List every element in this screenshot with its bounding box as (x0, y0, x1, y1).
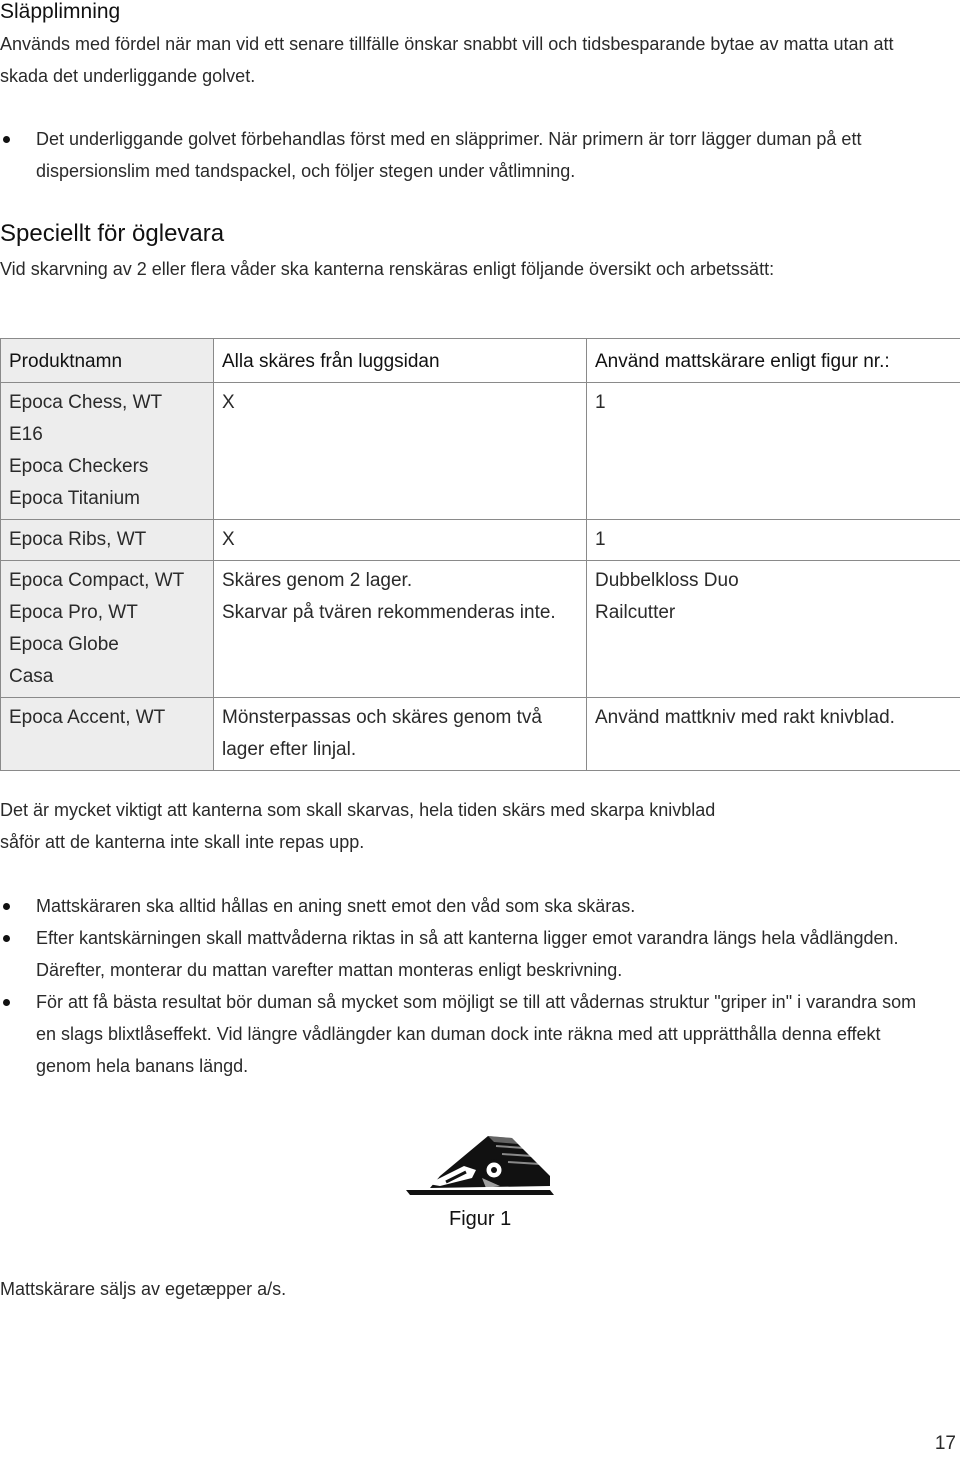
paragraph-line: Det är mycket viktigt att kanterna som skall skarvas, hela tiden skärs med skarpa knivblad (0, 800, 716, 820)
heading-speciellt-for-oglevara: Speciellt för öglevara (0, 220, 225, 247)
cut-value: lager efter linjal. (222, 739, 357, 760)
cut-cell (214, 561, 587, 698)
product-name: Epoca Accent, WT (9, 707, 166, 728)
list-item-line: Det underliggande golvet förbehandlas först med en släpprimer. När primern är torr lägger duman på ett (36, 129, 862, 149)
list-item-line: dispersionslim med tandspackel, och följer stegen under våtlimning. (36, 161, 576, 181)
bullet-list-instructions (0, 890, 960, 1082)
tool-cell (587, 561, 960, 698)
list-item (0, 890, 960, 922)
tool-cell (587, 698, 960, 771)
paragraph-important (0, 794, 960, 858)
carpet-cutter-icon (400, 1128, 560, 1208)
column-header-tool: Använd mattskärare enligt figur nr.: (587, 339, 960, 383)
tool-value: 1 (595, 392, 606, 413)
list-item (0, 123, 960, 187)
product-name: E16 (9, 424, 43, 445)
column-header-product: Produktnamn (1, 339, 214, 383)
product-name: Epoca Ribs, WT (9, 529, 147, 550)
product-name: Epoca Chess, WT (9, 392, 163, 413)
table-row (1, 520, 960, 561)
cut-value: Skarvar på tvären rekommenderas inte. (222, 602, 556, 623)
tool-value: 1 (595, 529, 606, 550)
product-name: Epoca Titanium (9, 488, 140, 509)
product-name: Casa (9, 666, 54, 687)
product-cell (1, 383, 214, 520)
page-number: 17 (934, 1433, 956, 1454)
tool-value: Railcutter (595, 602, 676, 623)
list-item (0, 986, 960, 1082)
cut-value: Skäres genom 2 lager. (222, 570, 413, 591)
table-row (1, 561, 960, 698)
tool-cell (587, 383, 960, 520)
footer-note: Mattskärare säljs av egetæpper a/s. (0, 1279, 287, 1299)
list-item-line: Efter kantskärningen skall mattvåderna riktas in så att kanterna ligger emot varandra längs hela vådlängden. (36, 928, 899, 948)
list-item (0, 922, 960, 986)
cut-value: Mönsterpassas och skäres genom två (222, 707, 542, 728)
table-row (1, 698, 960, 771)
product-cell (1, 561, 214, 698)
bullet-list-primer (0, 123, 960, 187)
product-name: Epoca Globe (9, 634, 119, 655)
list-item-line: För att få bästa resultat bör duman så mycket som möjligt se till att vådernas struktur "griper in" i varandra som (36, 992, 917, 1012)
cut-value: X (222, 529, 235, 550)
cut-cell (214, 698, 587, 771)
product-cell (1, 698, 214, 771)
heading-slapplimning: Släpplimning (0, 0, 121, 23)
paragraph-slapplimning (0, 28, 960, 92)
product-table (0, 338, 960, 771)
paragraph-line: skada det underliggande golvet. (0, 66, 256, 86)
product-cell (1, 520, 214, 561)
cut-value: X (222, 392, 235, 413)
table-row (1, 383, 960, 520)
figure-caption: Figur 1 (449, 1208, 512, 1230)
paragraph-intro: Vid skarvning av 2 eller flera våder ska kanterna renskäras enligt följande översikt och arbetssätt: (0, 259, 775, 279)
tool-value: Använd mattkniv med rakt knivblad. (595, 707, 895, 728)
cut-cell (214, 383, 587, 520)
list-item-line: Mattskäraren ska alltid hållas en aning snett emot den våd som ska skäras. (36, 896, 636, 916)
tool-cell (587, 520, 960, 561)
product-name: Epoca Pro, WT (9, 602, 138, 623)
product-name: Epoca Compact, WT (9, 570, 185, 591)
table-header-row (1, 339, 960, 383)
paragraph-line: Används med fördel när man vid ett senare tillfälle önskar snabbt vill och tidsbesparande bytae av matta utan att (0, 34, 894, 54)
paragraph-line: såför att de kanterna inte skall inte repas upp. (0, 832, 365, 852)
list-item-line: Därefter, monterar du mattan varefter mattan monteras enligt beskrivning. (36, 960, 623, 980)
list-item-line: genom hela banans längd. (36, 1056, 249, 1076)
column-header-cut: Alla skäres från luggsidan (214, 339, 587, 383)
tool-value: Dubbelkloss Duo (595, 570, 739, 591)
list-item-line: en slags blixtlåseffekt. Vid längre vådlängder kan duman dock inte räkna med att upprätthålla denna effekt (36, 1024, 881, 1044)
product-name: Epoca Checkers (9, 456, 149, 477)
cut-cell (214, 520, 587, 561)
